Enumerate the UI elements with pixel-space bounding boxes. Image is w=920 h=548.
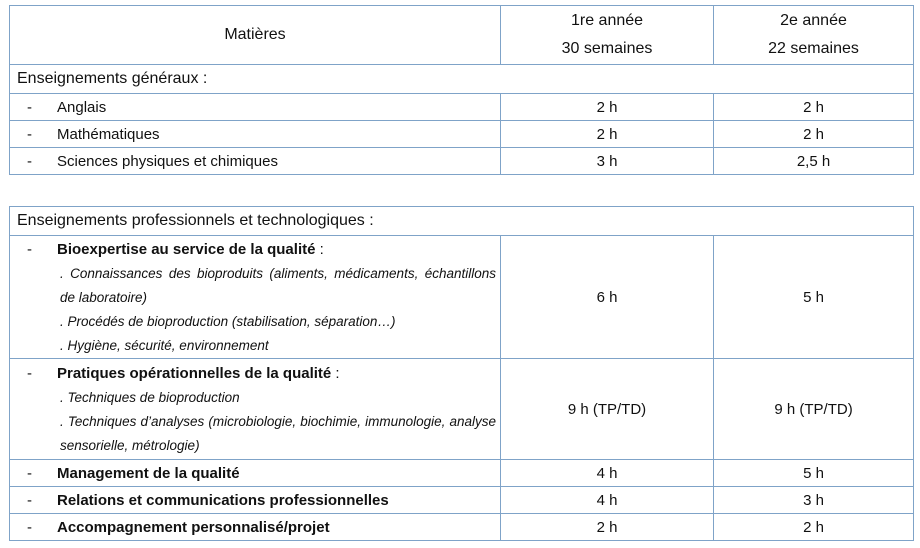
- subject-label: Management de la qualité: [57, 464, 240, 482]
- subject-cell: [10, 460, 501, 487]
- table-header-row: [10, 6, 914, 65]
- year1-hours: 9 h (TP/TD): [501, 359, 714, 460]
- year1-label: 1re année: [570, 12, 644, 29]
- subject-cell: [10, 514, 501, 541]
- subject-suffix: :: [315, 241, 324, 258]
- subject-label: Anglais: [57, 98, 107, 116]
- year2-weeks: 22 semaines: [768, 40, 859, 57]
- table-row: [10, 460, 914, 487]
- section-row-general: [10, 65, 914, 94]
- year1-hours: 6 h: [501, 236, 714, 359]
- year2-header: [714, 6, 914, 65]
- section-row-professional: [10, 207, 914, 236]
- subject-main-line: [10, 360, 500, 386]
- subject-cell: [10, 148, 501, 175]
- subject-label: Sciences physiques et chimiques: [57, 152, 278, 170]
- subject-cell: [10, 359, 501, 460]
- subject-main-line: [10, 236, 500, 262]
- table-row: [10, 514, 914, 541]
- year2-hours: 3 h: [714, 487, 914, 514]
- year1-hours: 4 h: [501, 460, 714, 487]
- section-title-general: Enseignements généraux :: [10, 65, 914, 94]
- table-row: [10, 487, 914, 514]
- subject-cell: [10, 94, 501, 121]
- year2-hours: 2 h: [714, 121, 914, 148]
- professional-courses-table: [9, 206, 914, 541]
- year2-label: 2e année: [780, 12, 847, 29]
- subjects-header: Matières: [10, 6, 501, 65]
- subject-label: Pratiques opérationnelles de la qualité: [57, 365, 332, 382]
- year1-header: [501, 6, 714, 65]
- dash-bullet: -: [27, 365, 32, 382]
- year1-weeks: 30 semaines: [561, 40, 653, 57]
- subject-suffix: :: [331, 365, 340, 382]
- year2-hours: 9 h (TP/TD): [714, 359, 914, 460]
- year1-hours: 3 h: [501, 148, 714, 175]
- subtopic: . Techniques d’analyses (microbiologie, biochimie, immunologie, analyse sensorielle, métrologie): [60, 414, 496, 453]
- dash-bullet: -: [27, 464, 32, 482]
- dash-bullet: -: [27, 241, 32, 258]
- table-row: [10, 121, 914, 148]
- dash-bullet: -: [27, 125, 32, 143]
- dash-bullet: -: [27, 152, 32, 170]
- subject-label: Bioexpertise au service de la qualité: [57, 241, 316, 258]
- dash-bullet: -: [27, 518, 32, 536]
- dash-bullet: -: [27, 98, 32, 116]
- subject-label: Accompagnement personnalisé/projet: [57, 518, 330, 536]
- subject-label: Relations et communications professionnelles: [57, 491, 389, 509]
- table-row: [10, 148, 914, 175]
- year2-hours: 5 h: [714, 236, 914, 359]
- subtopic: . Techniques de bioproduction: [60, 390, 240, 405]
- general-courses-table: [9, 5, 914, 175]
- year1-hours: 4 h: [501, 487, 714, 514]
- dash-bullet: -: [27, 491, 32, 509]
- subtopic: . Hygiène, sécurité, environnement: [60, 338, 269, 353]
- subtopic: . Connaissances des bioproduits (aliments, médicaments, échantillons de laboratoire): [60, 266, 496, 305]
- year2-hours: 2 h: [714, 94, 914, 121]
- subject-label: Mathématiques: [57, 125, 160, 143]
- table-row: [10, 94, 914, 121]
- year1-hours: 2 h: [501, 94, 714, 121]
- section-title-professional: Enseignements professionnels et technologiques :: [10, 207, 914, 236]
- year2-hours: 2,5 h: [714, 148, 914, 175]
- year1-hours: 2 h: [501, 514, 714, 541]
- subtopic: . Procédés de bioproduction (stabilisation, séparation…): [60, 314, 396, 329]
- table-row: [10, 359, 914, 460]
- year1-hours: 2 h: [501, 121, 714, 148]
- subject-cell: [10, 121, 501, 148]
- table-row: [10, 236, 914, 359]
- subject-cell: [10, 487, 501, 514]
- subject-cell: [10, 236, 501, 359]
- year2-hours: 5 h: [714, 460, 914, 487]
- year2-hours: 2 h: [714, 514, 914, 541]
